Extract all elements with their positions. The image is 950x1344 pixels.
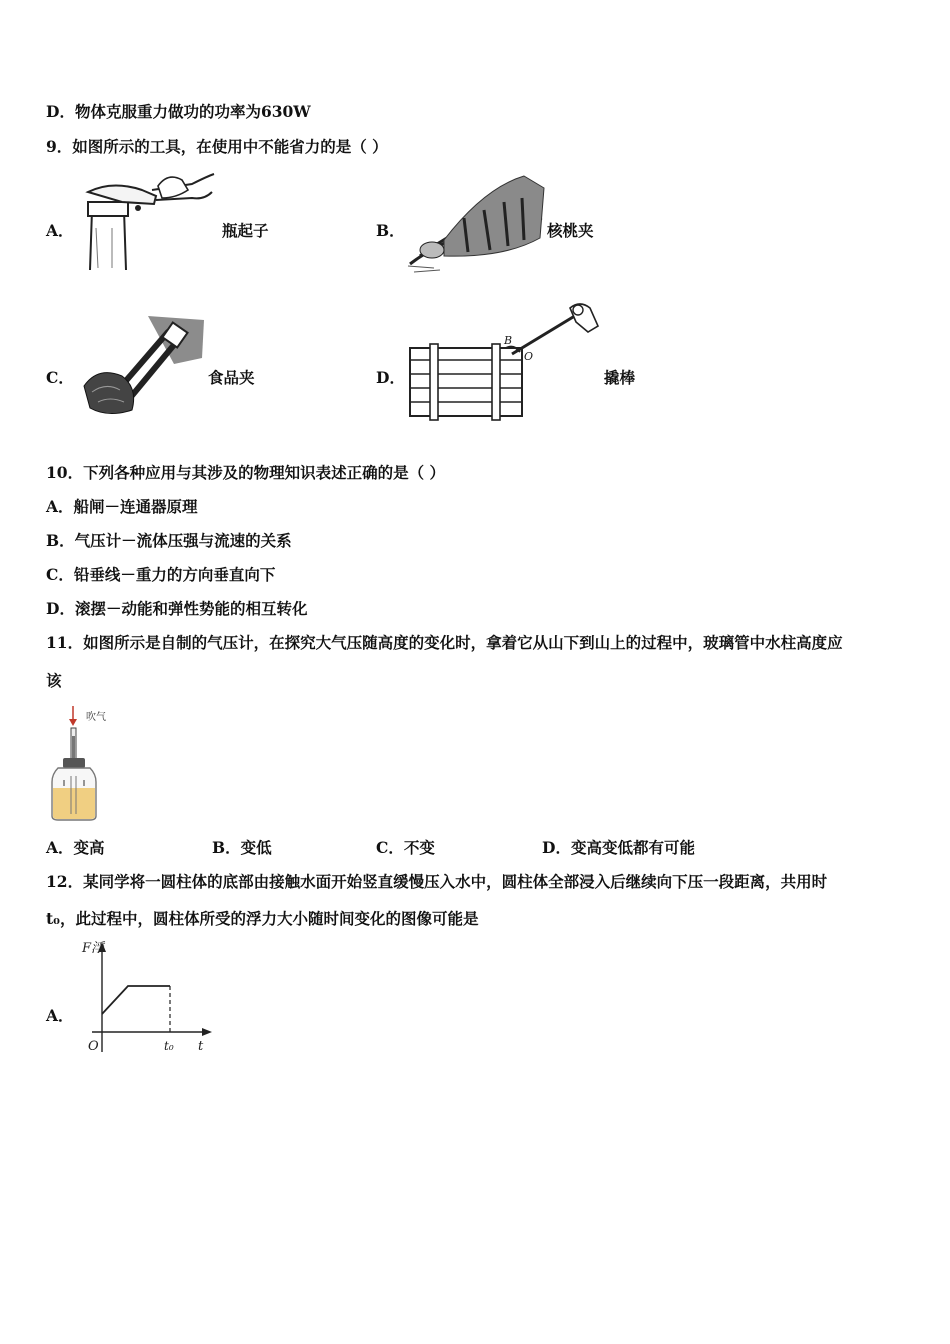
q9-option-c-caption: 食品夹 <box>208 368 255 387</box>
q10-option-c: C．铅垂线－重力的方向垂直向下 <box>46 565 276 584</box>
q11-stem-line1: 11．如图所示是自制的气压计，在探究大气压随高度的变化时，拿着它从山下到山上的过程中，玻璃管中水柱高度应 <box>46 633 843 652</box>
q11-option-c: C．不变 <box>376 838 435 857</box>
q10-option-a: A．船闸－连通器原理 <box>46 497 198 516</box>
q10-option-d: D．滚摆－动能和弹性势能的相互转化 <box>46 599 308 618</box>
buoyancy-graph-a <box>78 936 216 1060</box>
bottle-opener-figure <box>82 168 222 274</box>
q9-option-a-caption: 瓶起子 <box>222 221 269 240</box>
q11-option-b: B．变低 <box>212 838 272 857</box>
q9-option-d-caption: 撬棒 <box>604 368 636 387</box>
q12-stem-line2: t₀，此过程中，圆柱体所受的浮力大小随时间变化的图像可能是 <box>46 909 479 928</box>
q12-stem-line1: 12．某同学将一圆柱体的底部由接触水面开始竖直缓慢压入水中，圆柱体全部浸入后继续向下压一段距离，共用时 <box>46 872 828 891</box>
blow-air-label: 吹气 <box>86 712 106 723</box>
q10-stem: 10．下列各种应用与其涉及的物理知识表述正确的是（ ） <box>46 463 445 482</box>
q9-stem: 9．如图所示的工具，在使用中不能省力的是（ ） <box>46 137 388 156</box>
graph-x-label: t <box>198 1039 204 1054</box>
food-tongs-figure <box>78 310 206 420</box>
graph-origin-label: O <box>88 1039 99 1054</box>
q9-option-a-letter: A． <box>46 221 74 240</box>
q11-stem-line2: 该 <box>46 671 62 690</box>
crowbar-label-o: O <box>524 350 534 363</box>
q10-option-b: B．气压计－流体压强与流速的关系 <box>46 531 292 550</box>
q9-option-c-letter: C． <box>46 368 74 387</box>
q9-option-d-letter: D． <box>376 368 405 387</box>
graph-y-label: F浮 <box>82 941 105 956</box>
q11-option-d: D．变高变低都有可能 <box>542 838 695 857</box>
graph-line <box>102 986 170 1014</box>
q12-option-a-letter: A． <box>46 1006 74 1025</box>
q9-option-b-letter: B． <box>376 221 405 240</box>
nutcracker-figure <box>404 168 546 274</box>
crowbar-label-b: B <box>504 334 513 347</box>
crowbar-crate-figure <box>404 298 604 422</box>
q11-option-a: A．变高 <box>46 838 105 857</box>
q8-option-d: D．物体克服重力做功的功率为630W <box>46 102 311 121</box>
q9-option-b-caption: 核桃夹 <box>547 221 594 240</box>
barometer-jar-figure <box>46 702 126 822</box>
graph-t0-label: t₀ <box>164 1039 174 1053</box>
